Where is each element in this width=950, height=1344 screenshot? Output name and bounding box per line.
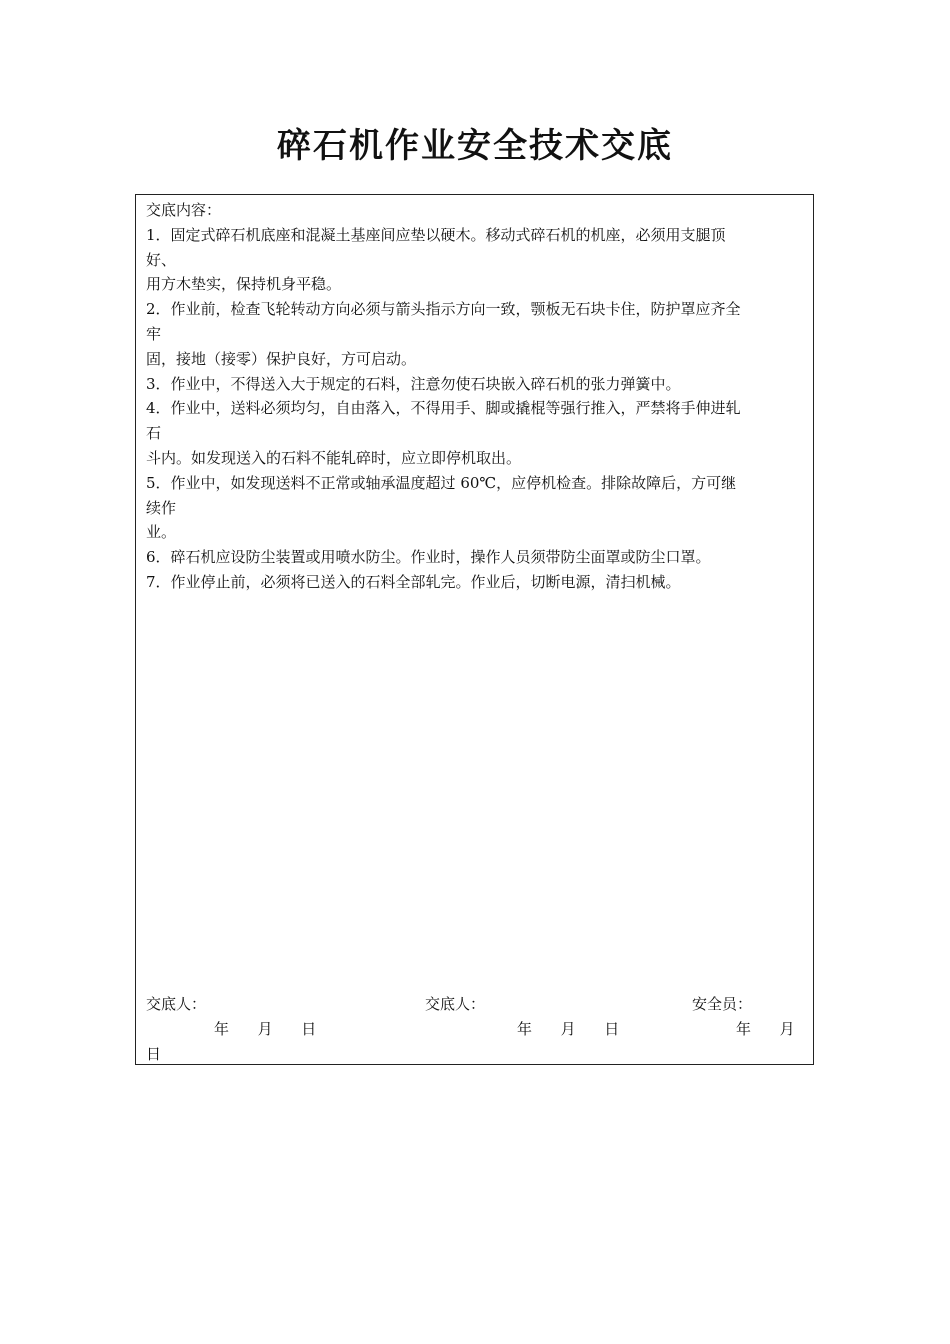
disclosure-box [135,194,814,1065]
safety-officer-label: 安全员： [692,995,753,1013]
content-line: 好、 [146,250,177,269]
content-line: 业。 [146,523,177,542]
content-line: 2．作业前，检查飞轮转动方向必须与箭头指示方向一致，颚板无石块卡住，防护罩应齐全 [146,300,741,319]
discloser-label-2: 交底人： [425,995,486,1013]
content-line: 7．作业停止前，必须将已送入的石料全部轧完。作业后，切断电源，清扫机械。 [146,572,681,591]
content-line: 6．碎石机应设防尘装置或用喷水防尘。作业时，操作人员须带防尘面罩或防尘口罩。 [146,548,711,567]
discloser-label-1: 交底人： [146,995,207,1013]
date-field-2: 年 月 日 [517,1020,620,1038]
content-line: 1．固定式碎石机底座和混凝土基座间应垫以硬木。移动式碎石机的机座，必须用支腿顶 [146,225,726,244]
content-line: 斗内。如发现送入的石料不能轧碎时，应立即停机取出。 [146,448,522,467]
date-field-3: 年 月 [736,1020,795,1038]
content-line: 用方木垫实，保持机身平稳。 [146,275,342,294]
disclosure-content [146,198,806,595]
content-line: 3．作业中，不得送入大于规定的石料，注意勿使石块嵌入碎石机的张力弹簧中。 [146,374,681,393]
content-line: 牢 [146,324,162,343]
content-line: 5．作业中，如发现送料不正常或轴承温度超过 60℃，应停机检查。排除故障后，方可继 [146,473,737,492]
date-field-1: 年 月 日 [214,1020,317,1038]
content-heading: 交底内容： [146,201,222,219]
date-field-3-day: 日 [146,1045,162,1063]
content-line: 固，接地（接零）保护良好，方可启动。 [146,349,417,368]
content-line: 石 [146,424,162,443]
document-title: 碎石机作业安全技术交底 [277,126,673,166]
content-line: 4．作业中，送料必须均匀，自由落入，不得用手、脚或撬棍等强行推入，严禁将手伸进轧 [146,399,741,418]
content-line: 续作 [146,498,177,517]
